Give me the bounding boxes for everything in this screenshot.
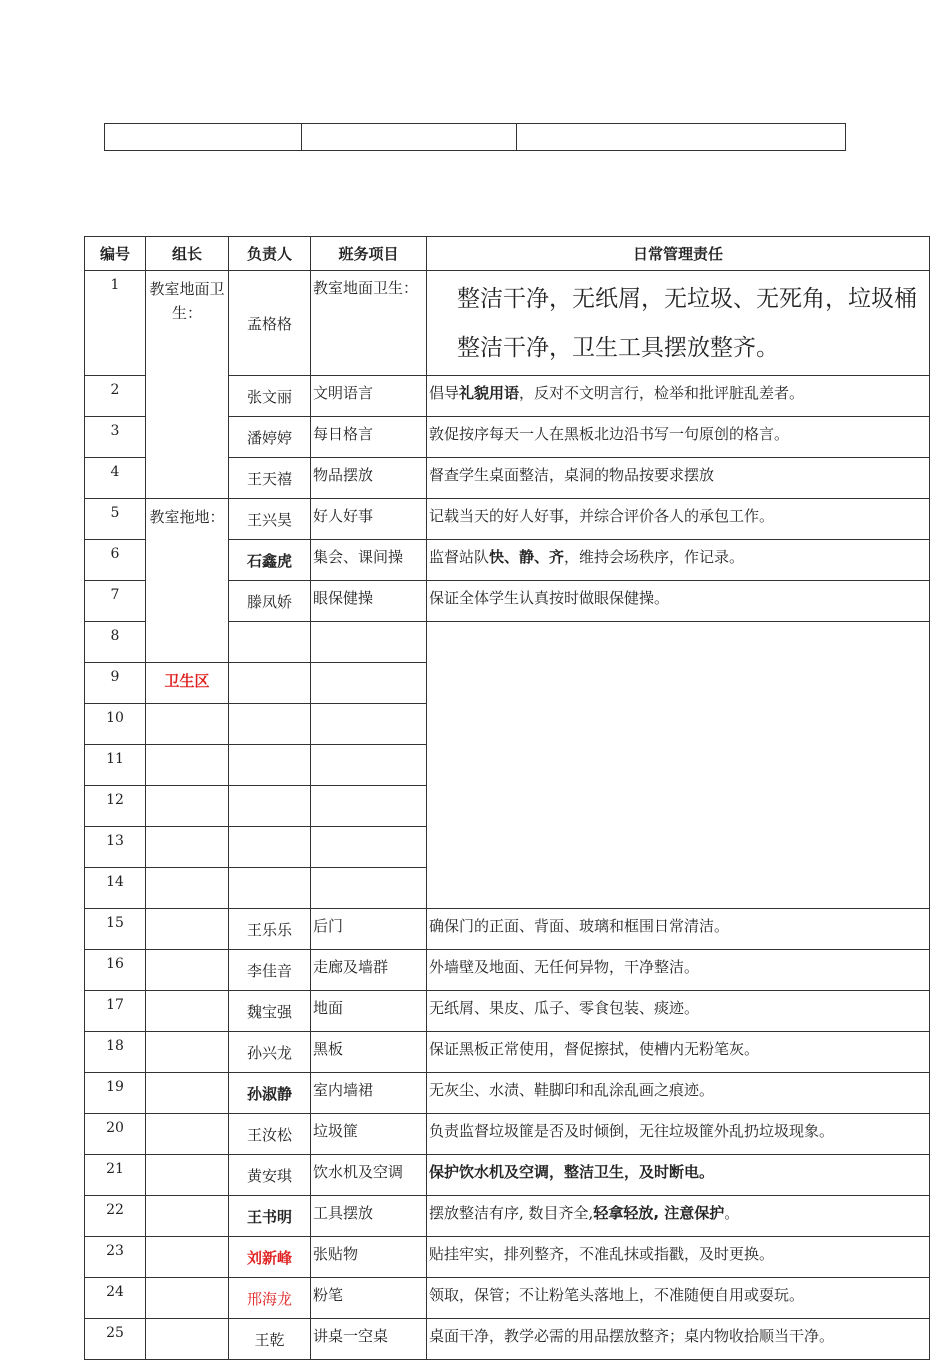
- row-duty: 保证全体学生认真按时做眼保健操。: [427, 581, 930, 622]
- row-id: 3: [85, 417, 146, 458]
- row-item: 后门: [311, 909, 427, 950]
- row-item: 讲桌一空桌: [311, 1319, 427, 1360]
- row-item: 教室地面卫生：: [311, 271, 427, 376]
- row-item: 每日格言: [311, 417, 427, 458]
- group-cell: [146, 271, 229, 499]
- row-id: 13: [85, 827, 146, 868]
- group-cell: [146, 1319, 229, 1360]
- row-duty: 督查学生桌面整洁，桌洞的物品按要求摆放: [427, 458, 930, 499]
- row-item: 饮水机及空调: [311, 1155, 427, 1196]
- header-group: 组长: [146, 237, 229, 271]
- row-id: 19: [85, 1073, 146, 1114]
- row-item: 粉笔: [311, 1278, 427, 1319]
- row-person: [229, 868, 311, 909]
- duty-bold: 快、静、齐: [489, 548, 565, 566]
- table-row: [85, 950, 930, 991]
- row-person: 王乾: [229, 1319, 311, 1360]
- row-item: 张贴物: [311, 1237, 427, 1278]
- row-id: 16: [85, 950, 146, 991]
- row-person: 刘新峰: [229, 1237, 311, 1278]
- group-cell: [146, 827, 229, 868]
- row-item: 垃圾篚: [311, 1114, 427, 1155]
- group-cell: [146, 909, 229, 950]
- row-person: [229, 663, 311, 704]
- group-cell: [146, 704, 229, 745]
- row-duty: 敦促按序每天一人在黑板北边沿书写一句原创的格言。: [427, 417, 930, 458]
- row-item: [311, 868, 427, 909]
- row-duty: 桌面干净，教学必需的用品摆放整齐；桌内物收拾顺当干净。: [427, 1319, 930, 1360]
- row-id: 1: [85, 271, 146, 376]
- row-person: 王乐乐: [229, 909, 311, 950]
- duty-text: 监督站队: [429, 548, 490, 566]
- duty-text: ，反对不文明言行，检举和批评脏乱差者。: [519, 384, 805, 402]
- row-id: 18: [85, 1032, 146, 1073]
- row-person: 邢海龙: [229, 1278, 311, 1319]
- row-person: 王兴昊: [229, 499, 311, 540]
- row-person: 石鑫虎: [229, 540, 311, 581]
- group-label: 卫生区: [164, 672, 210, 690]
- row-id: 22: [85, 1196, 146, 1237]
- row-item: [311, 622, 427, 663]
- row-duty: [427, 376, 930, 417]
- top-cell-2: [302, 124, 517, 151]
- row-person: 王书明: [229, 1196, 311, 1237]
- row-item: 好人好事: [311, 499, 427, 540]
- table-row: [85, 1032, 930, 1073]
- row-person: 王天禧: [229, 458, 311, 499]
- group-cell: [146, 1073, 229, 1114]
- row-person: [229, 827, 311, 868]
- row-duty: [427, 540, 930, 581]
- group-cell: [146, 663, 229, 704]
- table-row: [85, 1196, 930, 1237]
- row-item: [311, 704, 427, 745]
- row-duty: [427, 622, 930, 909]
- duty-text: 倡导: [429, 384, 460, 402]
- header-id: 编号: [85, 237, 146, 271]
- row-id: 10: [85, 704, 146, 745]
- header-duty: 日常管理责任: [427, 237, 930, 271]
- top-cell-3: [517, 124, 846, 151]
- header-row: [85, 237, 930, 271]
- row-person: 王汝松: [229, 1114, 311, 1155]
- row-item: 物品摆放: [311, 458, 427, 499]
- row-person: 潘婷婷: [229, 417, 311, 458]
- group-cell: [146, 1155, 229, 1196]
- row-id: 20: [85, 1114, 146, 1155]
- row-duty: 无纸屑、果皮、瓜子、零食包装、痰迹。: [427, 991, 930, 1032]
- table-row: [85, 1114, 930, 1155]
- group-cell: [146, 991, 229, 1032]
- row-id: 4: [85, 458, 146, 499]
- duty-text: ，维持会场秩序，作记录。: [564, 548, 745, 566]
- row-item: 文明语言: [311, 376, 427, 417]
- row-duty: 记载当天的好人好事，并综合评价各人的承包工作。: [427, 499, 930, 540]
- row-id: 23: [85, 1237, 146, 1278]
- duty-line: 整洁干净，无纸屑，无垃圾、无死角，垃圾桶: [457, 286, 917, 312]
- row-id: 6: [85, 540, 146, 581]
- row-id: 15: [85, 909, 146, 950]
- row-id: 9: [85, 663, 146, 704]
- duty-text: 摆放整洁有序, 数目齐全,: [429, 1204, 594, 1222]
- group-cell: [146, 1114, 229, 1155]
- group-label: 教室拖地：: [149, 508, 225, 526]
- group-cell: [146, 499, 229, 663]
- table-row: [85, 991, 930, 1032]
- group-cell: [146, 786, 229, 827]
- group-cell: [146, 745, 229, 786]
- row-id: 7: [85, 581, 146, 622]
- duty-bold: 轻拿轻放, 注意保护: [593, 1204, 725, 1222]
- group-cell: [146, 1237, 229, 1278]
- table-row: [85, 909, 930, 950]
- top-cell-1: [105, 124, 302, 151]
- row-duty: 负责监督垃圾篚是否及时倾倒，无往垃圾篚外乱扔垃圾现象。: [427, 1114, 930, 1155]
- duty-line: 整洁干净，卫生工具摆放整齐。: [457, 335, 779, 361]
- group-cell: [146, 1196, 229, 1237]
- row-item: 集会、课间操: [311, 540, 427, 581]
- group-cell: [146, 1032, 229, 1073]
- group-cell: [146, 950, 229, 991]
- row-person: 魏宝强: [229, 991, 311, 1032]
- row-duty: 外墙壁及地面、无任何异物，干净整洁。: [427, 950, 930, 991]
- group-cell: [146, 868, 229, 909]
- row-item: 室内墙裙: [311, 1073, 427, 1114]
- top-blank-table: [104, 123, 846, 151]
- row-id: 5: [85, 499, 146, 540]
- row-person: [229, 622, 311, 663]
- table-row: [85, 1237, 930, 1278]
- row-id: 11: [85, 745, 146, 786]
- row-duty: 领取，保管；不让粉笔头落地上，不准随便自用或耍玩。: [427, 1278, 930, 1319]
- row-item: 走廊及墙群: [311, 950, 427, 991]
- row-person: 黄安琪: [229, 1155, 311, 1196]
- duty-bold: 礼貌用语: [459, 384, 520, 402]
- row-id: 14: [85, 868, 146, 909]
- group-cell: [146, 1278, 229, 1319]
- row-id: 25: [85, 1319, 146, 1360]
- row-item: 眼保健操: [311, 581, 427, 622]
- duty-text: 。: [724, 1204, 740, 1222]
- row-duty: 确保门的正面、背面、玻璃和框围日常清洁。: [427, 909, 930, 950]
- row-duty: 无灰尘、水渍、鞋脚印和乱涂乱画之痕迹。: [427, 1073, 930, 1114]
- row-person: 孟格格: [229, 271, 311, 376]
- row-item: 地面: [311, 991, 427, 1032]
- row-id: 2: [85, 376, 146, 417]
- row-item: [311, 745, 427, 786]
- header-item: 班务项目: [311, 237, 427, 271]
- row-person: 滕凤娇: [229, 581, 311, 622]
- row-duty: [427, 1196, 930, 1237]
- row-person: 张文丽: [229, 376, 311, 417]
- row-duty: [427, 271, 930, 376]
- header-person: 负责人: [229, 237, 311, 271]
- table-row: [85, 1278, 930, 1319]
- table-row: [85, 1319, 930, 1360]
- table-row: [85, 1073, 930, 1114]
- table-row: [85, 1155, 930, 1196]
- row-id: 17: [85, 991, 146, 1032]
- row-item: [311, 827, 427, 868]
- row-item: 黑板: [311, 1032, 427, 1073]
- row-duty: 贴挂牢实，排列整齐，不准乱抹或指戳，及时更换。: [427, 1237, 930, 1278]
- row-duty: 保护饮水机及空调，整洁卫生，及时断电。: [427, 1155, 930, 1196]
- table-row: [85, 271, 930, 376]
- row-person: 孙兴龙: [229, 1032, 311, 1073]
- row-item: 工具摆放: [311, 1196, 427, 1237]
- row-duty: 保证黑板正常使用，督促擦拭，使槽内无粉笔灰。: [427, 1032, 930, 1073]
- row-person: 孙淑静: [229, 1073, 311, 1114]
- table-row: [85, 499, 930, 540]
- row-item: [311, 786, 427, 827]
- duty-table: [84, 236, 930, 1360]
- row-id: 12: [85, 786, 146, 827]
- row-id: 21: [85, 1155, 146, 1196]
- row-person: 李佳音: [229, 950, 311, 991]
- row-person: [229, 704, 311, 745]
- group-label: 教室地面卫生：: [149, 280, 225, 322]
- row-id: 8: [85, 622, 146, 663]
- row-person: [229, 745, 311, 786]
- row-item: [311, 663, 427, 704]
- row-person: [229, 786, 311, 827]
- row-id: 24: [85, 1278, 146, 1319]
